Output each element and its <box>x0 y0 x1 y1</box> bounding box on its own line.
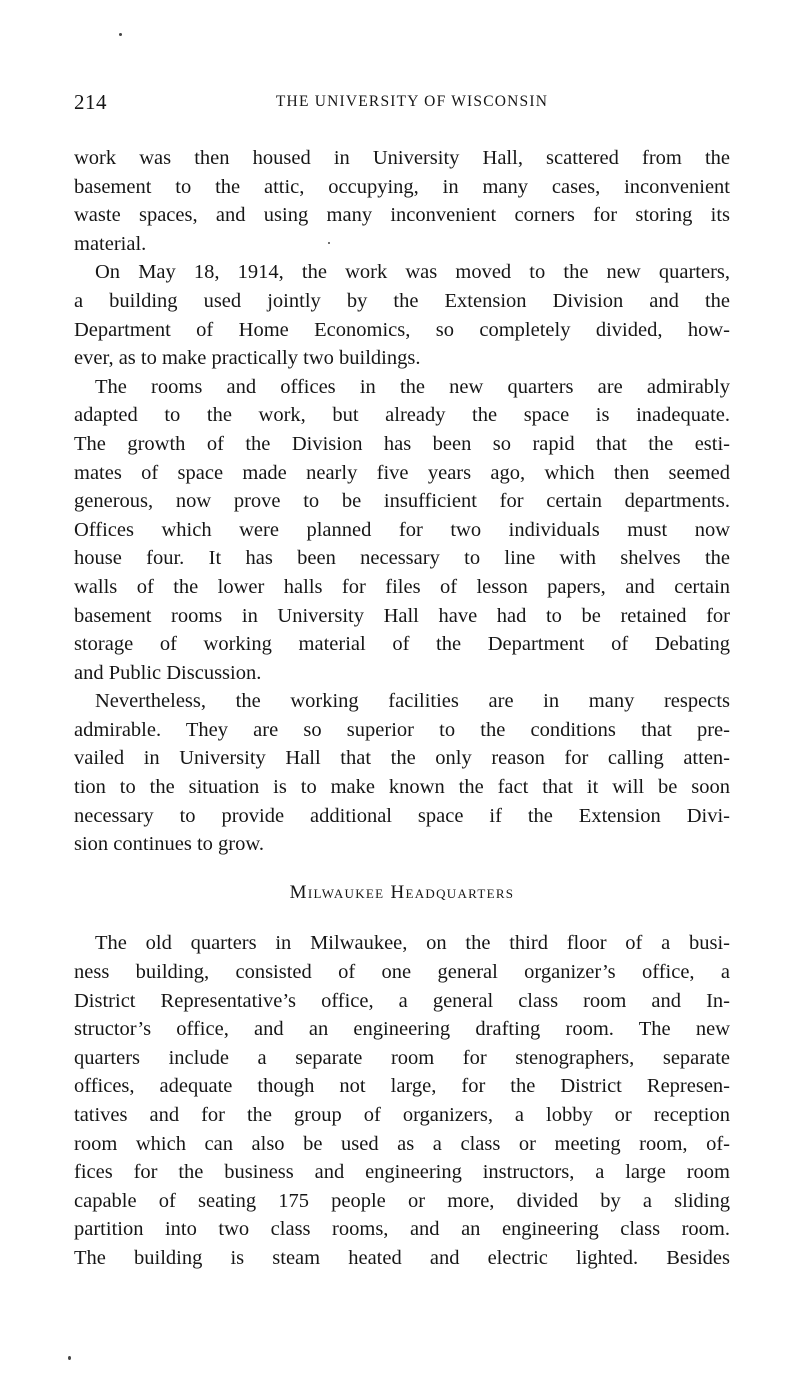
text-line: basement to the attic, occupying, in many cases, inconvenient <box>74 175 730 198</box>
text-line: tatives and for the group of organizers, a lobby or reception <box>74 1104 730 1126</box>
text-line: generous, now prove to be insufficient for certain departments. <box>74 490 730 513</box>
paragraphs-before-heading <box>74 144 730 859</box>
text-line: room which can also be used as a class or meeting room, of- <box>74 1132 730 1155</box>
text-line: necessary to provide additional space if the Extension Divi- <box>74 804 730 827</box>
text-line: sion continues to grow. <box>74 833 264 856</box>
text-line: storage of working material of the Department of Debating <box>74 633 730 656</box>
text-line: The building is steam heated and electric lighted. Besides <box>74 1246 730 1269</box>
text-line: On May 18, 1914, the work was moved to the new quarters, <box>95 261 730 284</box>
text-line: basement rooms in University Hall have had to be retained for <box>74 604 730 627</box>
text-line: ness building, consisted of one general organizer’s office, a <box>74 961 730 984</box>
text-line: material. <box>74 232 147 255</box>
text-line: waste spaces, and using many inconvenient corners for storing its <box>74 204 730 227</box>
text-line: The old quarters in Milwaukee, on the third floor of a busi- <box>95 932 730 955</box>
text-line: a building used jointly by the Extension Division and the <box>74 289 730 312</box>
text-line: capable of seating 175 people or more, divided by a sliding <box>74 1189 730 1212</box>
text-line: quarters include a separate room for stenographers, separate <box>74 1046 730 1069</box>
text-line: tion to the situation is to make known the fact that it will be soon <box>74 776 730 799</box>
text-line: Department of Home Economics, so completely divided, how- <box>74 318 730 341</box>
text-line: The growth of the Division has been so rapid that the esti- <box>74 432 730 455</box>
paragraph <box>74 687 730 859</box>
text-line: Offices which were planned for two individuals must now <box>74 518 730 541</box>
section-heading: Milwaukee Headquarters <box>289 881 515 903</box>
text-line: house four. It has been necessary to line with shelves the <box>74 547 730 570</box>
text-line: mates of space made nearly five years ago, which then seemed <box>74 461 730 484</box>
text-line: ever, as to make practically two buildings. <box>74 347 421 370</box>
page-header <box>74 90 730 116</box>
text-line: District Representative’s office, a general class room and In- <box>74 989 730 1012</box>
paragraphs-after-heading <box>74 929 730 1272</box>
text-line: partition into two class rooms, and an engineering class room. <box>74 1218 730 1241</box>
body-text <box>74 144 730 1273</box>
page-number: 214 <box>74 90 107 114</box>
paragraph <box>74 373 730 688</box>
paragraph <box>74 144 730 258</box>
text-line: admirable. They are so superior to the conditions that pre- <box>74 718 730 741</box>
text-line: offices, adequate though not large, for the District Represen- <box>74 1075 730 1098</box>
text-line: Nevertheless, the working facilities are in many respects <box>95 690 730 713</box>
text-line: vailed in University Hall that the only reason for calling atten- <box>74 747 730 770</box>
text-line: adapted to the work, but already the space is inadequate. <box>74 404 730 427</box>
scan-speck <box>68 1356 71 1360</box>
text-line: structor’s office, and an engineering drafting room. The new <box>74 1018 730 1041</box>
text-line: fices for the business and engineering instructors, a large room <box>74 1161 730 1184</box>
scan-speck <box>119 33 122 36</box>
paragraph <box>74 929 730 1272</box>
text-line: work was then housed in University Hall, scattered from the <box>74 147 730 169</box>
paragraph <box>74 258 730 372</box>
text-line: and Public Discussion. <box>74 661 262 684</box>
text-line: The rooms and offices in the new quarters are admirably <box>95 375 730 398</box>
running-head: THE UNIVERSITY OF WISCONSIN <box>275 93 549 110</box>
text-line: walls of the lower halls for files of lesson papers, and certain <box>74 575 730 598</box>
